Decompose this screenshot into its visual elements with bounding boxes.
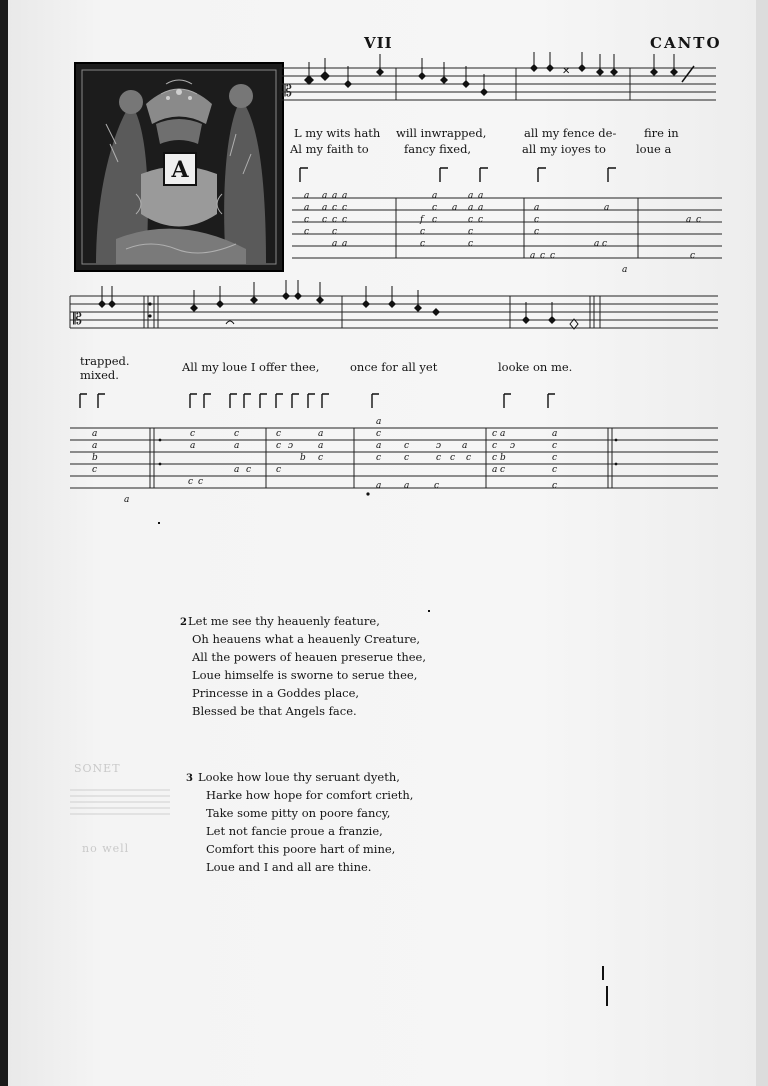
lyric-s2-end-1: trapped.: [80, 354, 130, 368]
lyric-s2-end-2: mixed.: [80, 368, 119, 382]
svg-text:c: c: [190, 429, 196, 439]
svg-text:b: b: [500, 453, 506, 463]
svg-text:c: c: [322, 215, 328, 225]
lyric-s1-l1-c: all my fence de-: [524, 126, 617, 140]
svg-text:c: c: [534, 215, 540, 225]
svg-text:a: a: [594, 239, 600, 249]
initial-letter: A: [163, 152, 197, 186]
lyric-s2-b: once for all yet: [350, 360, 438, 374]
svg-text:f: f: [420, 215, 424, 225]
svg-text:c: c: [550, 251, 556, 261]
svg-text:c: c: [468, 227, 474, 237]
verse-2-line-1: Let me see thy heauenly feature,: [188, 614, 380, 628]
ink-mark: [602, 966, 604, 980]
svg-text:c: c: [432, 215, 438, 225]
lyric-s1-l2-b: fancy fixed,: [404, 142, 472, 156]
svg-text:ɔ: ɔ: [510, 441, 516, 451]
lyric-s1-l2-c: all my ioyes to: [522, 142, 606, 156]
verse-2-line-6: Blessed be that Angels face.: [192, 704, 357, 718]
svg-text:✕: ✕: [562, 66, 571, 77]
lyric-s2-a: All my loue I offer thee,: [182, 360, 320, 374]
lyric-s1-l2-d: loue a: [636, 142, 672, 156]
verse-3-line-1: Looke how loue thy seruant dyeth,: [198, 770, 400, 784]
svg-text:ɔ: ɔ: [436, 441, 442, 451]
svg-text:c: c: [332, 227, 338, 237]
svg-text:a: a: [92, 441, 98, 451]
svg-text:a: a: [530, 251, 536, 261]
svg-text:c: c: [246, 465, 252, 475]
verse-3-line-6: Loue and I and all are thine.: [206, 860, 372, 874]
svg-text:𝄡: 𝄡: [283, 81, 292, 100]
svg-text:a: a: [376, 417, 382, 427]
svg-text:a: a: [190, 441, 196, 451]
song-page: [8, 0, 756, 1086]
svg-text:c: c: [492, 441, 498, 451]
verse-2-line-5: Princesse in a Goddes place,: [192, 686, 360, 700]
ink-speck: [428, 610, 430, 612]
svg-text:a: a: [468, 191, 474, 201]
bleedthrough-text: no well: [82, 842, 130, 855]
svg-text:a: a: [332, 239, 338, 249]
svg-text:c: c: [332, 215, 338, 225]
svg-text:a: a: [234, 465, 240, 475]
svg-text:a: a: [322, 203, 328, 213]
woodcut-initial-illustration: [74, 62, 284, 272]
verse-2-line-4: Loue himselfe is sworne to serue thee,: [192, 668, 418, 682]
svg-text:c: c: [376, 453, 382, 463]
svg-text:a: a: [318, 441, 324, 451]
svg-text:c: c: [342, 203, 348, 213]
staff-system-1: [280, 62, 716, 110]
svg-text:c: c: [404, 441, 410, 451]
svg-text:c: c: [552, 453, 558, 463]
ink-mark: [606, 986, 608, 1006]
svg-text:a: a: [332, 191, 338, 201]
lyric-s1-l1-d: fire in: [644, 126, 679, 140]
svg-text:a: a: [478, 191, 484, 201]
svg-text:c: c: [466, 453, 472, 463]
svg-text:a: a: [452, 203, 458, 213]
svg-text:c: c: [342, 215, 348, 225]
svg-text:a: a: [468, 203, 474, 213]
svg-text:c: c: [500, 465, 506, 475]
svg-text:c: c: [478, 215, 484, 225]
svg-text:a: a: [124, 495, 130, 505]
svg-text:c: c: [188, 477, 194, 487]
svg-text:c: c: [376, 429, 382, 439]
svg-text:c: c: [690, 251, 696, 261]
svg-text:c: c: [450, 453, 456, 463]
svg-text:a: a: [322, 191, 328, 201]
lyric-s1-l1-a: L my wits hath: [294, 126, 381, 140]
verse-2-line-2: Oh heauens what a heauenly Creature,: [192, 632, 421, 646]
svg-text:a: a: [376, 441, 382, 451]
svg-text:a: a: [92, 429, 98, 439]
svg-text:c: c: [468, 215, 474, 225]
lute-tablature-system-1: [292, 164, 722, 274]
svg-text:a: a: [404, 481, 410, 491]
ink-speck: [158, 522, 160, 524]
svg-text:a: a: [534, 203, 540, 213]
lyric-s2-c: looke on me.: [498, 360, 573, 374]
svg-text:c: c: [534, 227, 540, 237]
svg-text:c: c: [276, 429, 282, 439]
svg-text:a: a: [318, 429, 324, 439]
svg-text:c: c: [434, 481, 440, 491]
verse-3-number: 3: [186, 773, 193, 784]
svg-text:c: c: [552, 465, 558, 475]
svg-text:c: c: [92, 465, 98, 475]
svg-text:c: c: [552, 481, 558, 491]
svg-text:c: c: [332, 203, 338, 213]
svg-text:a: a: [432, 191, 438, 201]
svg-text:a: a: [492, 465, 498, 475]
svg-text:c: c: [318, 453, 324, 463]
verse-3-line-4: Let not fancie proue a franzie,: [206, 824, 383, 838]
svg-text:c: c: [432, 203, 438, 213]
lyric-s1-l2-a: Al my faith to: [290, 142, 369, 156]
svg-text:a: a: [462, 441, 468, 451]
book-binding-edge: [0, 0, 8, 1086]
svg-text:c: c: [492, 429, 498, 439]
svg-text:a: a: [342, 191, 348, 201]
svg-text:a: a: [604, 203, 610, 213]
verse-2-line-3: All the powers of heauen preserue thee,: [192, 650, 427, 664]
lute-tablature-system-2: [70, 390, 718, 510]
svg-text:c: c: [404, 453, 410, 463]
svg-text:c: c: [468, 239, 474, 249]
lyric-s1-l1-b: will inwrapped,: [396, 126, 487, 140]
svg-text:c: c: [540, 251, 546, 261]
svg-text:a: a: [376, 481, 382, 491]
staff-system-2: [70, 290, 718, 338]
svg-text:a: a: [622, 265, 628, 275]
verse-3-line-3: Take some pitty on poore fancy,: [206, 806, 391, 820]
svg-text:a: a: [686, 215, 692, 225]
svg-text:a: a: [342, 239, 348, 249]
verse-3-line-5: Comfort this poore hart of mine,: [206, 842, 396, 856]
voice-part-label: CANTO: [650, 34, 722, 52]
bleedthrough-staff: [70, 784, 170, 820]
svg-text:a: a: [234, 441, 240, 451]
svg-text:b: b: [300, 453, 306, 463]
svg-text:c: c: [276, 441, 282, 451]
svg-text:c: c: [304, 215, 310, 225]
svg-text:a: a: [500, 429, 506, 439]
song-number: VII: [364, 34, 393, 52]
svg-text:c: c: [420, 227, 426, 237]
svg-text:c: c: [602, 239, 608, 249]
svg-text:c: c: [420, 239, 426, 249]
svg-text:c: c: [234, 429, 240, 439]
verse-3-line-2: Harke how hope for comfort crieth,: [206, 788, 414, 802]
svg-text:c: c: [198, 477, 204, 487]
svg-text:𝄡: 𝄡: [73, 309, 82, 328]
svg-text:a: a: [478, 203, 484, 213]
svg-text:c: c: [696, 215, 702, 225]
svg-text:a: a: [304, 203, 310, 213]
svg-text:c: c: [492, 453, 498, 463]
svg-text:c: c: [552, 441, 558, 451]
svg-text:c: c: [436, 453, 442, 463]
verse-2-number: 2: [180, 617, 187, 628]
svg-text:ɔ: ɔ: [288, 441, 294, 451]
svg-text:a: a: [304, 191, 310, 201]
svg-text:c: c: [276, 465, 282, 475]
svg-text:b: b: [92, 453, 98, 463]
bleedthrough-heading: SONET: [74, 762, 121, 775]
svg-text:c: c: [304, 227, 310, 237]
svg-text:a: a: [552, 429, 558, 439]
